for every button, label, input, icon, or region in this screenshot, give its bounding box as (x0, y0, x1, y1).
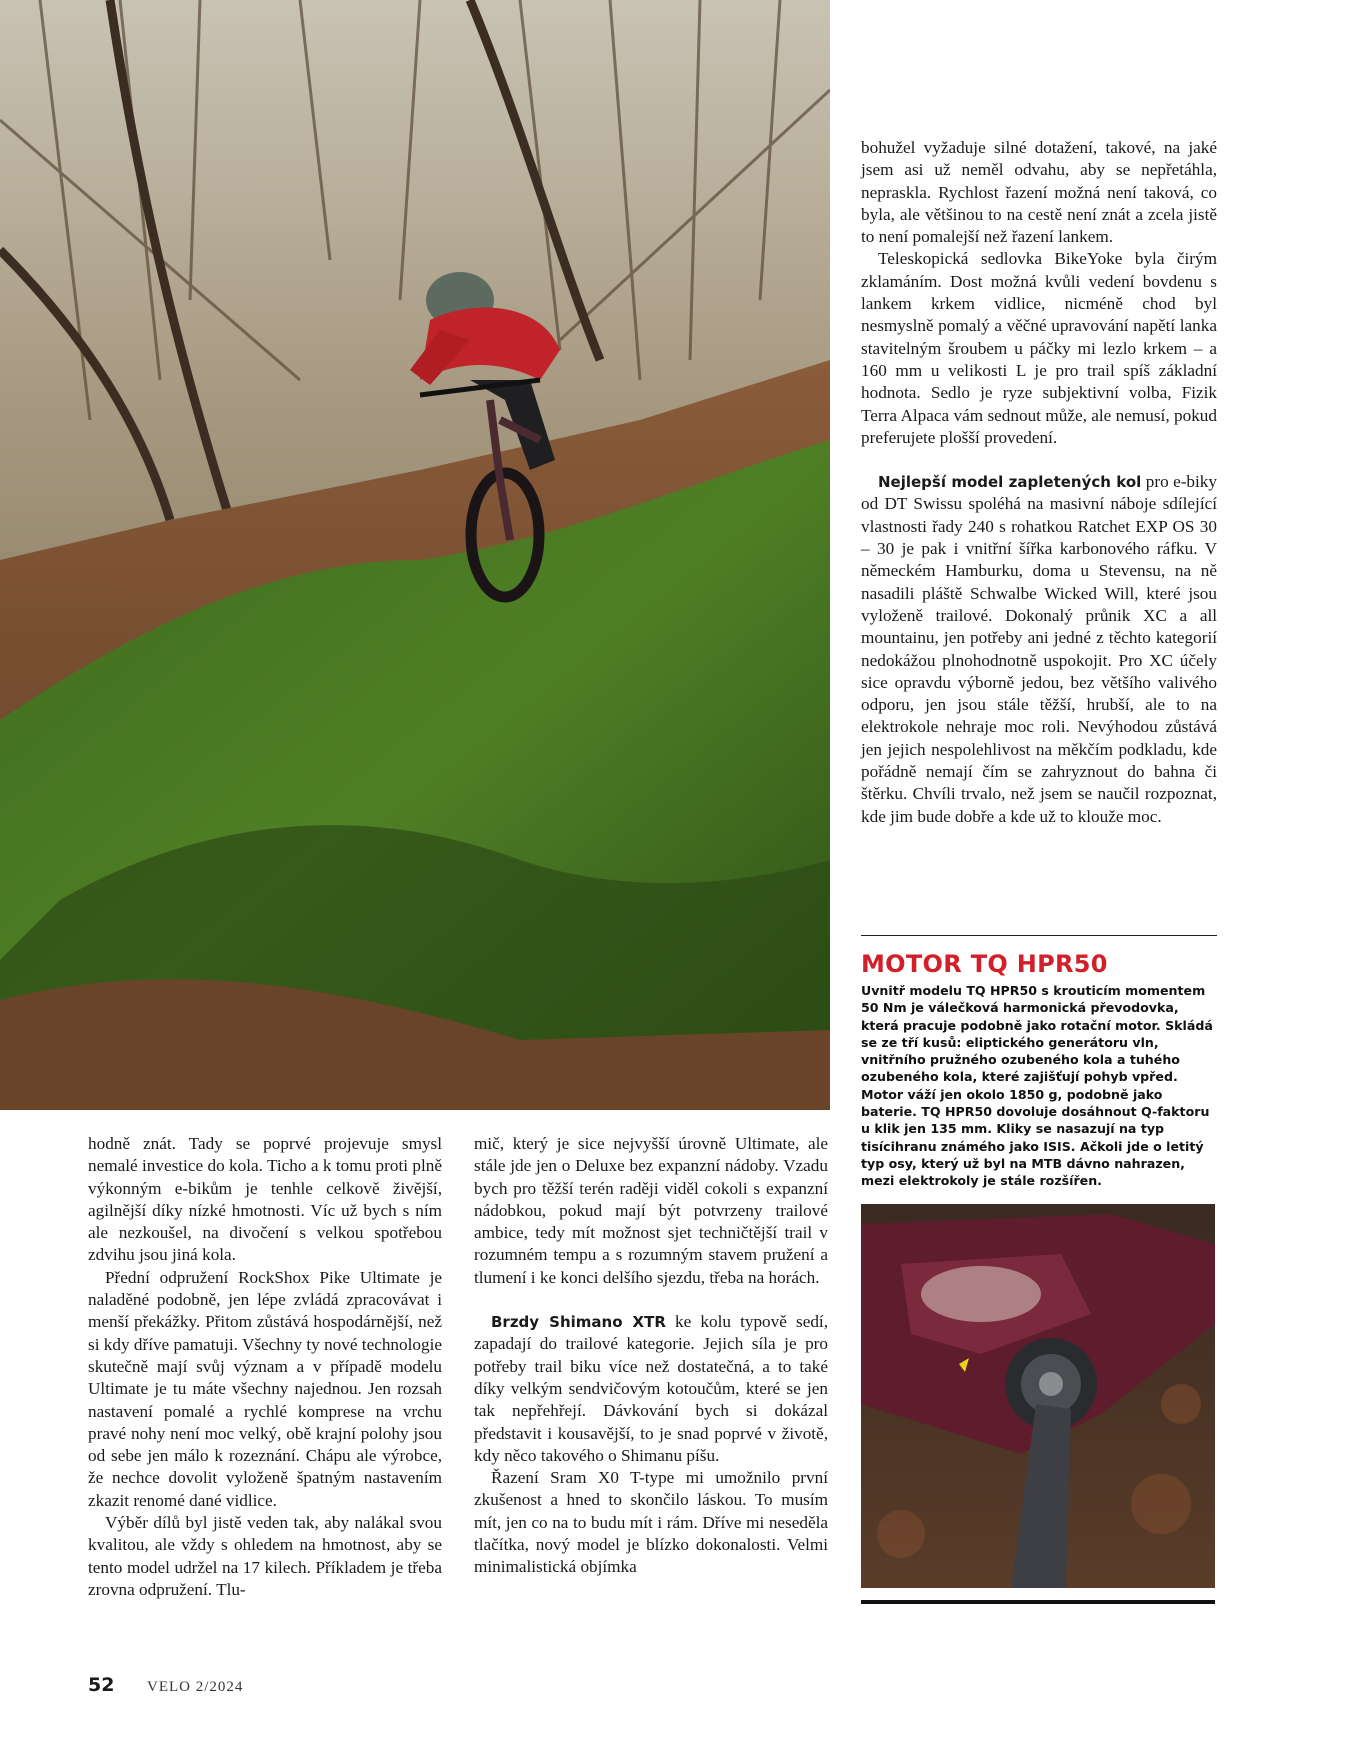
article-column-right (861, 137, 1217, 828)
page-number: 52 (88, 1674, 115, 1696)
paragraph-lead: Brzdy Shimano XTR (491, 1313, 666, 1332)
paragraph: bohužel vyžaduje silné dotažení, takové, na jaké jsem asi už neměl odvahu, aby se nepřetáhla, nepraskla. Rychlost řazení možná není taková, co byla, ale většinou to na cestě není znát a zcela jistě to není pomalejší než řazení lankem. (861, 138, 1217, 247)
paragraph: mič, který je sice nejvyšší úrovně Ultimate, ale stále jde jen o Deluxe bez expanzní nádoby. Vzadu bych pro těžší terén raději viděl cokoli s expanzní nádobkou, pokud mají být potvrzeny trailové ambice, tedy mít možnost sjet techničtější trail v rozumném tempu a s rozumným stavem pružení a tlumení i ke konci delšího sjezdu, třeba na horách. (474, 1134, 828, 1287)
sidebar-top-rule (861, 935, 1217, 936)
sidebar-text: Uvnitř modelu TQ HPR50 s krouticím momentem 50 Nm je válečková harmonická převodovka, která pracuje podobně jako rotační motor. Skládá se ze tří kusů: eliptického generátoru vln, vnitřního pružného ozubeného kola a tuhého ozubeného kola, které zajišťují pohyb vpřed. Motor váží jen okolo 1850 g, podobně jako baterie. TQ HPR50 dovoluje dosáhnout Q-faktoru u klik jen 135 mm. Kliky se nasazují na typ tisícihranu známého jako ISIS. Ačkoli jde o letitý typ osy, který už byl na MTB dávno nahrazen, mezi elektrokoly je stále rozšířen. (861, 983, 1213, 1189)
paragraph: ke kolu typově sedí, zapadají do trailové kategorie. Jejich síla je pro potřeby trail biku více než dostatečná, a to také díky velkým sendvičovým kotoučům, které se jen tak nepřehřejí. Dávkování bych si dokázal představit i kousavější, to je snad poprvé v životě, kdy něco takového o Shimanu píšu. (474, 1312, 828, 1465)
article-column-bottom-left (88, 1133, 442, 1601)
paragraph: Přední odpružení RockShox Pike Ultimate je naladěné podobně, jen lépe zvládá zpracovávat i menší překážky. Přitom zůstává hospodárnější, než si kdy dříve pamatuji. Všechny ty nové technologie skutečně mají svůj význam a v případě modelu Ultimate je tu máte všechny najednou. Jen rozsah nastavení pomalé a rychlé komprese na vrchu pravé nohy není moc velký, obě krajní polohy jsou od sebe jen málo k rozeznání. Chápu ale výrobce, že nechce dovolit vyloženě špatným nastavením zkazit renomé dané vidlice. (88, 1267, 442, 1510)
paragraph: Řazení Sram X0 T-type mi umožnilo první zkušenost a hned to skončilo láskou. To musím mít, jen co na to budu mít i rám. Dříve mi neseděla tlačítka, nový model je blízko dokonalosti. Velmi minimalistická objímka (474, 1468, 828, 1577)
main-photo-rider (0, 0, 830, 1110)
sidebar-title: MOTOR TQ HPR50 (861, 950, 1108, 978)
sidebar-bottom-rule (861, 1600, 1215, 1604)
paragraph: pro e-biky od DT Swissu spoléhá na masivní náboje sdílející vlastnosti řady 240 s rohatkou Ratchet EXP OS 30 – 30 je pak i vnitřní šířka karbonového ráfku. V německém Hamburku, doma u Stevensu, na ně nasadili pláště Schwalbe Wicked Will, které jsou vyloženě trailové. Dokonalý průnik XC a all mountainu, jen potřeby ani jedné z těchto kategorií nedokážou plnohodnotně uspokojit. Pro XC účely sice opravdu výborně jedou, bez většího valivého odporu, jen jsou stále těžší, hrubší, ale to na elektrokole nehraje moc roli. Nevýhodou zůstává jen jejich nespolehlivost na měkčím podkladu, kde pořádně nemají čím se zahryznout do bahna či štěrku. Chvíli trvalo, než jsem se naučil rozpoznat, kde jim bude dobře a kde už to klouže moc. (861, 472, 1217, 826)
paragraph: Výběr dílů byl jistě veden tak, aby nalákal svou kvalitou, ale vždy s ohledem na hmotnost, aby se tento model udržel na 17 kilech. Příkladem je třeba zrovna odpružení. Tlu- (88, 1513, 442, 1599)
article-column-bottom-middle (474, 1133, 828, 1579)
paragraph: Teleskopická sedlovka BikeYoke byla čirým zklamáním. Dost možná kvůli vedení bovdenu s lankem krkem vidlice, nicméně chod byl nesmyslně pomalý a věčné upravování napětí lanka stavitelným šroubem u páčky mi lezlo krkem – a 160 mm u velikosti L je pro trail spíš základní hodnota. Sedlo je ryze subjektivní volba, Fizik Terra Alpaca vám sednout může, ale nemusí, pokud preferujete plošší provedení. (861, 249, 1217, 447)
motor-photo (861, 1204, 1215, 1588)
paragraph: hodně znát. Tady se poprvé projevuje smysl nemalé investice do kola. Ticho a k tomu proti plně výkonným e-bikům je tenhle celkově živější, agilnější díky nízké hmotnosti. Víc už bych s ním ale nezkoušel, na divočení s velkou spotřebou zdvihu jsou jiná kola. (88, 1134, 442, 1265)
paragraph-lead: Nejlepší model zapletených kol (878, 473, 1142, 492)
issue-label: VELO 2/2024 (147, 1679, 244, 1695)
